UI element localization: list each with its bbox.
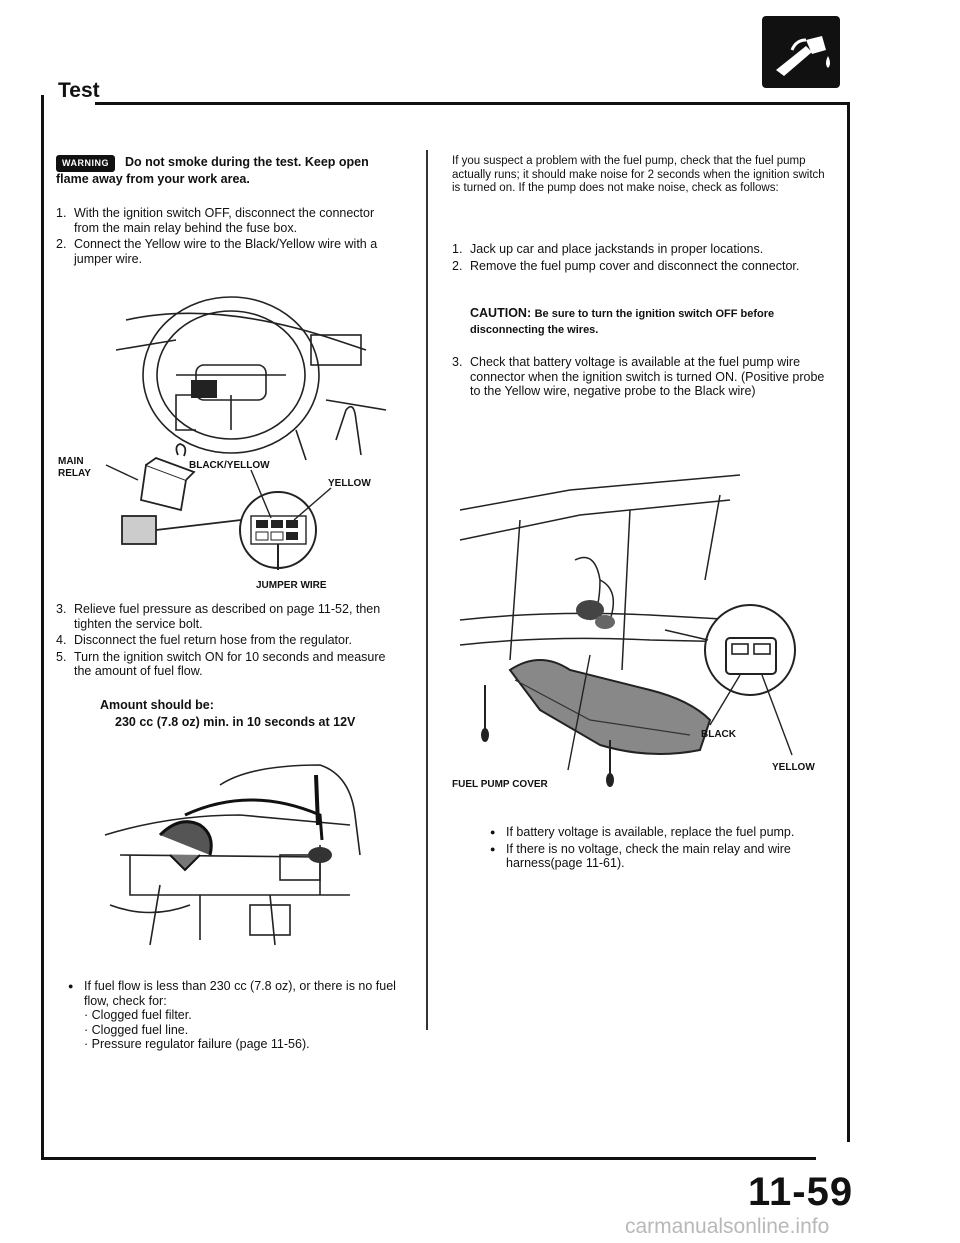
- frame-left-rule: [41, 95, 44, 1160]
- fuel-pump-figure: [450, 470, 835, 800]
- page-number: 11-59: [748, 1170, 854, 1214]
- black-label: BLACK: [701, 729, 736, 740]
- steps-list-b: [56, 602, 396, 681]
- fuel-flow-bullet: [68, 979, 398, 1052]
- step-3: [56, 602, 396, 631]
- step-number: 2.: [56, 237, 67, 251]
- step-number: 1.: [56, 206, 67, 220]
- step-5: [56, 650, 396, 679]
- check-item: · Clogged fuel filter.: [84, 1008, 192, 1022]
- right-step-3: [452, 355, 830, 401]
- step-number: 3.: [452, 355, 463, 369]
- check-item: · Pressure regulator failure (page 11-56).: [84, 1037, 310, 1051]
- black-yellow-label: BLACK/YELLOW: [189, 460, 270, 471]
- fuel-nozzle-icon: [762, 16, 840, 88]
- watermark: carmanualsonline.info: [625, 1215, 830, 1238]
- section-heading: Test: [58, 79, 100, 102]
- step-text: Remove the fuel pump cover and disconnect the connector.: [470, 258, 800, 273]
- steps-list-a: [56, 206, 396, 268]
- voltage-bullets: [490, 825, 830, 871]
- warning-block: [56, 155, 396, 186]
- frame-top-rule: [95, 102, 850, 105]
- frame-bottom-rule: [41, 1157, 816, 1160]
- step-1: [56, 206, 396, 235]
- step-2: [56, 237, 396, 266]
- frame-right-rule: [847, 102, 850, 1142]
- step-2: [452, 259, 830, 274]
- yellow-label: YELLOW: [328, 478, 371, 489]
- main-relay-illustration: [56, 280, 406, 595]
- bullet-item: [68, 979, 398, 1008]
- step-text: Disconnect the fuel return hose from the regulator.: [74, 633, 352, 647]
- amount-value: 230 cc (7.8 oz) min. in 10 seconds at 12V: [115, 715, 356, 729]
- step-text: Jack up car and place jackstands in proper locations.: [470, 242, 764, 256]
- bullet-item: [490, 842, 830, 871]
- step-text: Turn the ignition switch ON for 10 seconds and measure the amount of fuel flow.: [74, 649, 386, 678]
- step-4: [56, 633, 396, 648]
- bullet-text: If there is no voltage, check the main relay and wire harness(page 11-61).: [506, 841, 791, 870]
- main-relay-figure: [56, 280, 406, 595]
- amount-label: Amount should be:: [100, 698, 214, 712]
- fuel-flow-figure: [90, 745, 390, 965]
- step-number: 5.: [56, 649, 67, 664]
- check-item: · Clogged fuel line.: [84, 1022, 189, 1037]
- bullet-text: If fuel flow is less than 230 cc (7.8 oz), or there is no fuel flow, check for:: [84, 979, 396, 1008]
- step-3: [452, 355, 830, 399]
- step-1: [452, 242, 830, 257]
- caution-label: CAUTION:: [470, 306, 532, 320]
- check-list: [68, 1008, 398, 1052]
- step-text: Check that battery voltage is available at the fuel pump wire connector when the ignition switch is turned ON. (Positive probe to the Yellow wire, negative probe to the Black wire): [470, 355, 825, 398]
- step-text: With the ignition switch OFF, disconnect the connector from the main relay behind the fuse box.: [74, 206, 375, 235]
- step-text: Connect the Yellow wire to the Black/Yellow wire with a jumper wire.: [74, 237, 378, 266]
- step-number: 2.: [452, 258, 463, 273]
- intro-paragraph: If you suspect a problem with the fuel pump, check that the fuel pump actually runs; it should make noise for 2 seconds when the ignition switch is turned on. If the pump does not make noise, check as follows:: [452, 155, 825, 194]
- warning-badge: WARNING: [56, 155, 115, 172]
- right-steps-a: [452, 242, 830, 275]
- step-number: 3.: [56, 602, 67, 616]
- bullet-item: [490, 825, 830, 840]
- fuel-flow-illustration: [90, 745, 390, 965]
- relay-label: RELAY: [58, 468, 91, 479]
- column-divider: [426, 150, 428, 1030]
- warning-text: Do not smoke during the test. Keep open flame away from your work area.: [56, 155, 369, 186]
- fuel-pump-cover-label: FUEL PUMP COVER: [452, 779, 548, 790]
- fuel-pump-illustration: [450, 470, 835, 800]
- step-text: Relieve fuel pressure as described on page 11-52, then tighten the service bolt.: [74, 602, 381, 631]
- step-number: 4.: [56, 633, 67, 647]
- caution-text: Be sure to turn the ignition switch OFF before disconnecting the wires.: [470, 308, 775, 336]
- jumper-wire-label: JUMPER WIRE: [256, 580, 327, 591]
- yellow-label: YELLOW: [772, 762, 815, 773]
- main-label: MAIN: [58, 456, 84, 467]
- step-number: 1.: [452, 242, 463, 256]
- caution-block: [470, 306, 830, 337]
- bullet-text: If battery voltage is available, replace the fuel pump.: [506, 825, 795, 839]
